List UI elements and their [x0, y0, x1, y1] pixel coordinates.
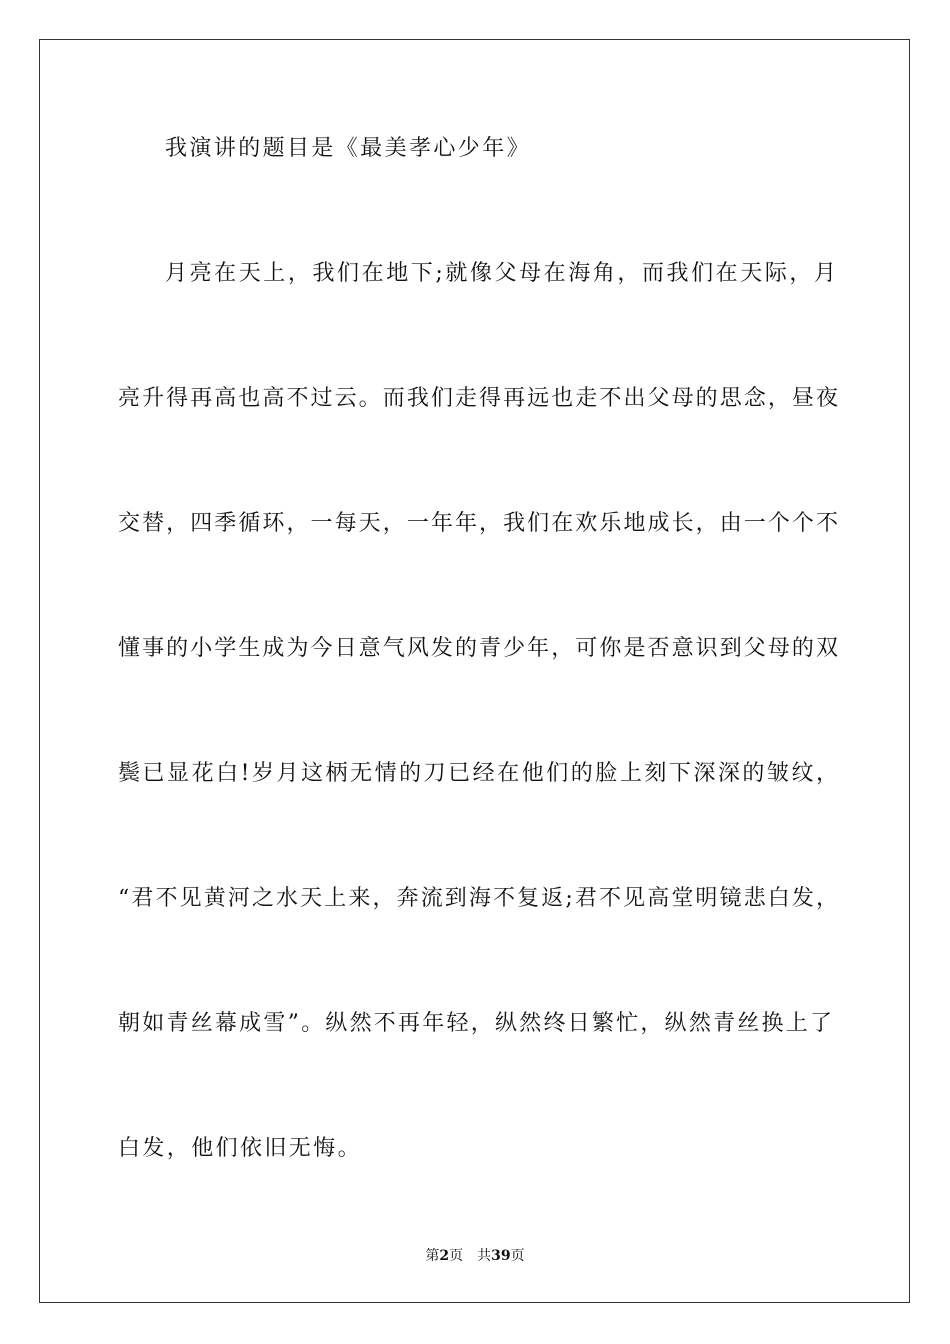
page-unit: 页 [449, 1248, 464, 1264]
paragraph-line-3: 交替，四季循环，一每天，一年年，我们在欢乐地成长，由一个个不 [118, 511, 838, 536]
page-footer [0, 1247, 950, 1265]
paragraph-line-2: 亮升得再高也高不过云。而我们走得再远也走不出父母的思念，昼夜 [118, 386, 838, 411]
paragraph-line-6: “君不见黄河之水天上来，奔流到海不复返;君不见高堂明镜悲白发， [118, 886, 838, 911]
paragraph-line-1: 月亮在天上，我们在地下;就像父母在海角，而我们在天际，月 [165, 261, 836, 286]
paragraph-line-7: 朝如青丝幕成雪”。纵然不再年轻，纵然终日繁忙，纵然青丝换上了 [118, 1011, 832, 1036]
page-border [39, 39, 910, 1303]
paragraph-line-4: 懂事的小学生成为今日意气风发的青少年，可你是否意识到父母的双 [118, 636, 838, 661]
speech-title-line: 我演讲的题目是《最美孝心少年》 [165, 136, 532, 161]
page-number: 2 [439, 1248, 450, 1264]
paragraph-line-8: 白发，他们依旧无悔。 [118, 1136, 363, 1161]
total-unit: 页 [510, 1248, 525, 1264]
total-prefix: 共 [477, 1248, 492, 1264]
paragraph-line-5: 鬓已显花白!岁月这柄无情的刀已经在他们的脸上刻下深深的皱纹， [118, 761, 838, 786]
total-pages: 39 [491, 1248, 511, 1264]
page-prefix: 第 [425, 1248, 440, 1264]
